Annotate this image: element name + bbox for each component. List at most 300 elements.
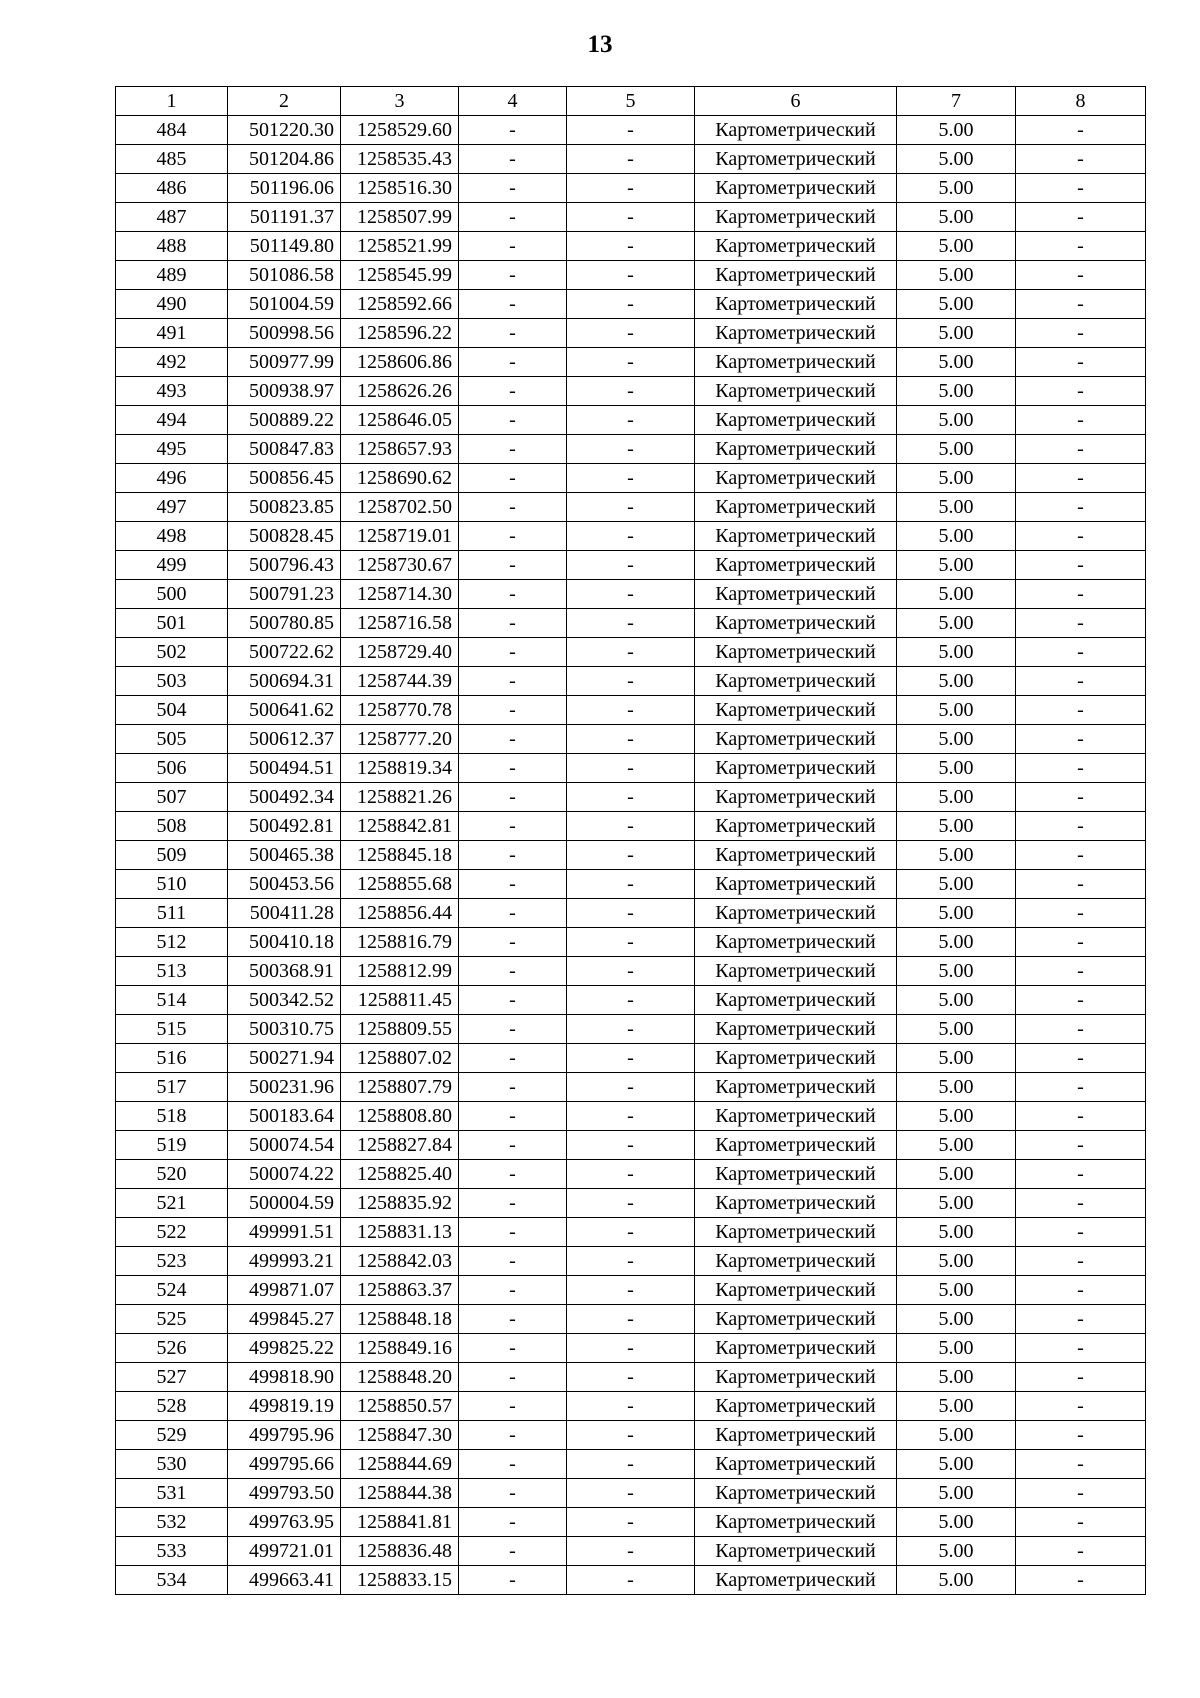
table-row: [116, 580, 1146, 609]
x-coordinate-cell: 499663.41: [228, 1566, 341, 1595]
col-8-cell: -: [1016, 754, 1146, 783]
y-coordinate-cell: 1258690.62: [341, 464, 459, 493]
y-coordinate-cell: 1258626.26: [341, 377, 459, 406]
col-8-cell: -: [1016, 1073, 1146, 1102]
point-number-cell: 515: [116, 1015, 228, 1044]
table-row: [116, 638, 1146, 667]
y-coordinate-cell: 1258714.30: [341, 580, 459, 609]
accuracy-cell: 5.00: [897, 638, 1016, 667]
table-row: [116, 1392, 1146, 1421]
col-4-cell: -: [459, 116, 567, 145]
col-5-cell: -: [567, 667, 695, 696]
column-header-6: 6: [695, 87, 897, 116]
accuracy-cell: 5.00: [897, 1421, 1016, 1450]
point-number-cell: 529: [116, 1421, 228, 1450]
y-coordinate-cell: 1258516.30: [341, 174, 459, 203]
point-number-cell: 512: [116, 928, 228, 957]
table-row: [116, 1566, 1146, 1595]
col-5-cell: -: [567, 174, 695, 203]
accuracy-cell: 5.00: [897, 1450, 1016, 1479]
column-header-5: 5: [567, 87, 695, 116]
point-number-cell: 524: [116, 1276, 228, 1305]
col-4-cell: -: [459, 377, 567, 406]
y-coordinate-cell: 1258821.26: [341, 783, 459, 812]
y-coordinate-cell: 1258809.55: [341, 1015, 459, 1044]
table-header-row: [116, 87, 1146, 116]
method-cell: Картометрический: [695, 1044, 897, 1073]
point-number-cell: 534: [116, 1566, 228, 1595]
table-row: [116, 1305, 1146, 1334]
accuracy-cell: 5.00: [897, 783, 1016, 812]
col-8-cell: -: [1016, 406, 1146, 435]
accuracy-cell: 5.00: [897, 841, 1016, 870]
table-row: [116, 1218, 1146, 1247]
col-5-cell: -: [567, 203, 695, 232]
col-5-cell: -: [567, 725, 695, 754]
table-row: [116, 290, 1146, 319]
col-8-cell: -: [1016, 812, 1146, 841]
point-number-cell: 485: [116, 145, 228, 174]
col-5-cell: -: [567, 812, 695, 841]
x-coordinate-cell: 499845.27: [228, 1305, 341, 1334]
accuracy-cell: 5.00: [897, 261, 1016, 290]
col-5-cell: -: [567, 319, 695, 348]
accuracy-cell: 5.00: [897, 1102, 1016, 1131]
y-coordinate-cell: 1258856.44: [341, 899, 459, 928]
col-5-cell: -: [567, 1247, 695, 1276]
method-cell: Картометрический: [695, 1566, 897, 1595]
method-cell: Картометрический: [695, 957, 897, 986]
col-4-cell: -: [459, 609, 567, 638]
accuracy-cell: 5.00: [897, 957, 1016, 986]
y-coordinate-cell: 1258529.60: [341, 116, 459, 145]
accuracy-cell: 5.00: [897, 1363, 1016, 1392]
x-coordinate-cell: 499795.66: [228, 1450, 341, 1479]
method-cell: Картометрический: [695, 261, 897, 290]
col-8-cell: -: [1016, 725, 1146, 754]
col-8-cell: -: [1016, 522, 1146, 551]
table-row: [116, 1508, 1146, 1537]
col-4-cell: -: [459, 522, 567, 551]
point-number-cell: 493: [116, 377, 228, 406]
method-cell: Картометрический: [695, 841, 897, 870]
method-cell: Картометрический: [695, 1450, 897, 1479]
col-8-cell: -: [1016, 174, 1146, 203]
accuracy-cell: 5.00: [897, 551, 1016, 580]
x-coordinate-cell: 501220.30: [228, 116, 341, 145]
point-number-cell: 486: [116, 174, 228, 203]
accuracy-cell: 5.00: [897, 1218, 1016, 1247]
col-4-cell: -: [459, 145, 567, 174]
col-4-cell: -: [459, 1102, 567, 1131]
method-cell: Картометрический: [695, 899, 897, 928]
x-coordinate-cell: 500342.52: [228, 986, 341, 1015]
y-coordinate-cell: 1258545.99: [341, 261, 459, 290]
col-4-cell: -: [459, 928, 567, 957]
col-5-cell: -: [567, 464, 695, 493]
col-8-cell: -: [1016, 1218, 1146, 1247]
x-coordinate-cell: 499763.95: [228, 1508, 341, 1537]
table-row: [116, 783, 1146, 812]
col-5-cell: -: [567, 232, 695, 261]
col-4-cell: -: [459, 696, 567, 725]
method-cell: Картометрический: [695, 290, 897, 319]
x-coordinate-cell: 501086.58: [228, 261, 341, 290]
col-5-cell: -: [567, 1479, 695, 1508]
col-5-cell: -: [567, 841, 695, 870]
table-row: [116, 986, 1146, 1015]
y-coordinate-cell: 1258646.05: [341, 406, 459, 435]
point-number-cell: 492: [116, 348, 228, 377]
method-cell: Картометрический: [695, 1247, 897, 1276]
y-coordinate-cell: 1258770.78: [341, 696, 459, 725]
method-cell: Картометрический: [695, 667, 897, 696]
point-number-cell: 525: [116, 1305, 228, 1334]
coordinates-table: [115, 86, 1146, 1595]
accuracy-cell: 5.00: [897, 1508, 1016, 1537]
col-4-cell: -: [459, 1247, 567, 1276]
col-4-cell: -: [459, 1189, 567, 1218]
point-number-cell: 521: [116, 1189, 228, 1218]
col-4-cell: -: [459, 725, 567, 754]
table-row: [116, 1276, 1146, 1305]
method-cell: Картометрический: [695, 1479, 897, 1508]
method-cell: Картометрический: [695, 319, 897, 348]
table-row: [116, 1102, 1146, 1131]
method-cell: Картометрический: [695, 435, 897, 464]
point-number-cell: 511: [116, 899, 228, 928]
x-coordinate-cell: 499819.19: [228, 1392, 341, 1421]
table-row: [116, 464, 1146, 493]
x-coordinate-cell: 499871.07: [228, 1276, 341, 1305]
col-5-cell: -: [567, 116, 695, 145]
col-8-cell: -: [1016, 1363, 1146, 1392]
col-5-cell: -: [567, 1566, 695, 1595]
col-8-cell: -: [1016, 1189, 1146, 1218]
col-8-cell: -: [1016, 1508, 1146, 1537]
table-row: [116, 348, 1146, 377]
point-number-cell: 491: [116, 319, 228, 348]
accuracy-cell: 5.00: [897, 464, 1016, 493]
col-4-cell: -: [459, 1015, 567, 1044]
page-number: 13: [587, 31, 613, 58]
col-4-cell: -: [459, 232, 567, 261]
method-cell: Картометрический: [695, 1160, 897, 1189]
point-number-cell: 502: [116, 638, 228, 667]
y-coordinate-cell: 1258521.99: [341, 232, 459, 261]
table-row: [116, 870, 1146, 899]
col-5-cell: -: [567, 1160, 695, 1189]
col-5-cell: -: [567, 580, 695, 609]
col-5-cell: -: [567, 1537, 695, 1566]
accuracy-cell: 5.00: [897, 1044, 1016, 1073]
y-coordinate-cell: 1258819.34: [341, 754, 459, 783]
method-cell: Картометрический: [695, 1305, 897, 1334]
method-cell: Картометрический: [695, 1131, 897, 1160]
y-coordinate-cell: 1258729.40: [341, 638, 459, 667]
point-number-cell: 503: [116, 667, 228, 696]
x-coordinate-cell: 500074.54: [228, 1131, 341, 1160]
method-cell: Картометрический: [695, 638, 897, 667]
y-coordinate-cell: 1258744.39: [341, 667, 459, 696]
point-number-cell: 531: [116, 1479, 228, 1508]
col-8-cell: -: [1016, 986, 1146, 1015]
y-coordinate-cell: 1258596.22: [341, 319, 459, 348]
method-cell: Картометрический: [695, 464, 897, 493]
table-row: [116, 1363, 1146, 1392]
col-5-cell: -: [567, 1450, 695, 1479]
point-number-cell: 496: [116, 464, 228, 493]
method-cell: Картометрический: [695, 928, 897, 957]
method-cell: Картометрический: [695, 580, 897, 609]
method-cell: Картометрический: [695, 1073, 897, 1102]
table-row: [116, 899, 1146, 928]
col-8-cell: -: [1016, 899, 1146, 928]
col-5-cell: -: [567, 1044, 695, 1073]
table-row: [116, 841, 1146, 870]
table-row: [116, 754, 1146, 783]
method-cell: Картометрический: [695, 1189, 897, 1218]
accuracy-cell: 5.00: [897, 1131, 1016, 1160]
y-coordinate-cell: 1258811.45: [341, 986, 459, 1015]
col-8-cell: -: [1016, 1276, 1146, 1305]
x-coordinate-cell: 501149.80: [228, 232, 341, 261]
accuracy-cell: 5.00: [897, 580, 1016, 609]
table-row: [116, 1073, 1146, 1102]
y-coordinate-cell: 1258841.81: [341, 1508, 459, 1537]
y-coordinate-cell: 1258657.93: [341, 435, 459, 464]
x-coordinate-cell: 499991.51: [228, 1218, 341, 1247]
x-coordinate-cell: 500998.56: [228, 319, 341, 348]
x-coordinate-cell: 501204.86: [228, 145, 341, 174]
table-row: [116, 145, 1146, 174]
accuracy-cell: 5.00: [897, 116, 1016, 145]
col-5-cell: -: [567, 696, 695, 725]
col-4-cell: -: [459, 435, 567, 464]
y-coordinate-cell: 1258507.99: [341, 203, 459, 232]
col-4-cell: -: [459, 580, 567, 609]
x-coordinate-cell: 500641.62: [228, 696, 341, 725]
col-5-cell: -: [567, 1421, 695, 1450]
table-row: [116, 1247, 1146, 1276]
y-coordinate-cell: 1258592.66: [341, 290, 459, 319]
table-body: [116, 116, 1146, 1595]
y-coordinate-cell: 1258842.03: [341, 1247, 459, 1276]
x-coordinate-cell: 500847.83: [228, 435, 341, 464]
y-coordinate-cell: 1258842.81: [341, 812, 459, 841]
col-5-cell: -: [567, 145, 695, 174]
col-8-cell: -: [1016, 464, 1146, 493]
col-8-cell: -: [1016, 1160, 1146, 1189]
table-row: [116, 493, 1146, 522]
col-4-cell: -: [459, 551, 567, 580]
accuracy-cell: 5.00: [897, 667, 1016, 696]
x-coordinate-cell: 500368.91: [228, 957, 341, 986]
point-number-cell: 518: [116, 1102, 228, 1131]
point-number-cell: 520: [116, 1160, 228, 1189]
x-coordinate-cell: 500780.85: [228, 609, 341, 638]
point-number-cell: 508: [116, 812, 228, 841]
accuracy-cell: 5.00: [897, 203, 1016, 232]
point-number-cell: 528: [116, 1392, 228, 1421]
y-coordinate-cell: 1258777.20: [341, 725, 459, 754]
table-row: [116, 609, 1146, 638]
table-row: [116, 406, 1146, 435]
method-cell: Картометрический: [695, 986, 897, 1015]
col-5-cell: -: [567, 957, 695, 986]
col-8-cell: -: [1016, 116, 1146, 145]
y-coordinate-cell: 1258848.20: [341, 1363, 459, 1392]
point-number-cell: 510: [116, 870, 228, 899]
method-cell: Картометрический: [695, 1218, 897, 1247]
col-5-cell: -: [567, 493, 695, 522]
col-8-cell: -: [1016, 493, 1146, 522]
point-number-cell: 530: [116, 1450, 228, 1479]
col-8-cell: -: [1016, 1479, 1146, 1508]
col-4-cell: -: [459, 899, 567, 928]
y-coordinate-cell: 1258855.68: [341, 870, 459, 899]
col-8-cell: -: [1016, 319, 1146, 348]
col-5-cell: -: [567, 522, 695, 551]
y-coordinate-cell: 1258831.13: [341, 1218, 459, 1247]
col-5-cell: -: [567, 986, 695, 1015]
accuracy-cell: 5.00: [897, 1189, 1016, 1218]
col-5-cell: -: [567, 1073, 695, 1102]
col-4-cell: -: [459, 1218, 567, 1247]
x-coordinate-cell: 500796.43: [228, 551, 341, 580]
method-cell: Картометрический: [695, 1537, 897, 1566]
table-row: [116, 116, 1146, 145]
x-coordinate-cell: 500231.96: [228, 1073, 341, 1102]
col-5-cell: -: [567, 1508, 695, 1537]
x-coordinate-cell: 500183.64: [228, 1102, 341, 1131]
accuracy-cell: 5.00: [897, 1566, 1016, 1595]
accuracy-cell: 5.00: [897, 725, 1016, 754]
accuracy-cell: 5.00: [897, 435, 1016, 464]
y-coordinate-cell: 1258716.58: [341, 609, 459, 638]
col-5-cell: -: [567, 1334, 695, 1363]
y-coordinate-cell: 1258836.48: [341, 1537, 459, 1566]
table-row: [116, 957, 1146, 986]
y-coordinate-cell: 1258844.69: [341, 1450, 459, 1479]
y-coordinate-cell: 1258807.79: [341, 1073, 459, 1102]
x-coordinate-cell: 500410.18: [228, 928, 341, 957]
point-number-cell: 494: [116, 406, 228, 435]
accuracy-cell: 5.00: [897, 1276, 1016, 1305]
col-4-cell: -: [459, 493, 567, 522]
accuracy-cell: 5.00: [897, 348, 1016, 377]
col-5-cell: -: [567, 1131, 695, 1160]
col-8-cell: -: [1016, 261, 1146, 290]
accuracy-cell: 5.00: [897, 145, 1016, 174]
method-cell: Картометрический: [695, 1102, 897, 1131]
x-coordinate-cell: 500889.22: [228, 406, 341, 435]
table-row: [116, 232, 1146, 261]
y-coordinate-cell: 1258847.30: [341, 1421, 459, 1450]
x-coordinate-cell: 501004.59: [228, 290, 341, 319]
col-8-cell: -: [1016, 696, 1146, 725]
point-number-cell: 522: [116, 1218, 228, 1247]
table-row: [116, 928, 1146, 957]
x-coordinate-cell: 500465.38: [228, 841, 341, 870]
col-4-cell: -: [459, 957, 567, 986]
col-4-cell: -: [459, 1450, 567, 1479]
column-header-8: 8: [1016, 87, 1146, 116]
x-coordinate-cell: 501191.37: [228, 203, 341, 232]
col-5-cell: -: [567, 870, 695, 899]
x-coordinate-cell: 500977.99: [228, 348, 341, 377]
col-8-cell: -: [1016, 1334, 1146, 1363]
x-coordinate-cell: 500828.45: [228, 522, 341, 551]
x-coordinate-cell: 500492.34: [228, 783, 341, 812]
col-5-cell: -: [567, 1276, 695, 1305]
col-5-cell: -: [567, 783, 695, 812]
col-5-cell: -: [567, 1189, 695, 1218]
x-coordinate-cell: 500074.22: [228, 1160, 341, 1189]
accuracy-cell: 5.00: [897, 754, 1016, 783]
point-number-cell: 527: [116, 1363, 228, 1392]
accuracy-cell: 5.00: [897, 899, 1016, 928]
accuracy-cell: 5.00: [897, 522, 1016, 551]
x-coordinate-cell: 500856.45: [228, 464, 341, 493]
col-4-cell: -: [459, 1160, 567, 1189]
method-cell: Картометрический: [695, 522, 897, 551]
table-row: [116, 377, 1146, 406]
method-cell: Картометрический: [695, 406, 897, 435]
col-8-cell: -: [1016, 928, 1146, 957]
x-coordinate-cell: 499793.50: [228, 1479, 341, 1508]
col-4-cell: -: [459, 406, 567, 435]
table-row: [116, 1450, 1146, 1479]
x-coordinate-cell: 499993.21: [228, 1247, 341, 1276]
point-number-cell: 513: [116, 957, 228, 986]
x-coordinate-cell: 500271.94: [228, 1044, 341, 1073]
col-8-cell: -: [1016, 290, 1146, 319]
y-coordinate-cell: 1258835.92: [341, 1189, 459, 1218]
table-row: [116, 1044, 1146, 1073]
col-8-cell: -: [1016, 1305, 1146, 1334]
y-coordinate-cell: 1258812.99: [341, 957, 459, 986]
col-5-cell: -: [567, 1392, 695, 1421]
point-number-cell: 532: [116, 1508, 228, 1537]
accuracy-cell: 5.00: [897, 870, 1016, 899]
col-4-cell: -: [459, 986, 567, 1015]
point-number-cell: 489: [116, 261, 228, 290]
col-5-cell: -: [567, 609, 695, 638]
col-5-cell: -: [567, 1102, 695, 1131]
accuracy-cell: 5.00: [897, 1015, 1016, 1044]
method-cell: Картометрический: [695, 725, 897, 754]
method-cell: Картометрический: [695, 1392, 897, 1421]
col-5-cell: -: [567, 348, 695, 377]
col-4-cell: -: [459, 1508, 567, 1537]
accuracy-cell: 5.00: [897, 609, 1016, 638]
method-cell: Картометрический: [695, 1421, 897, 1450]
col-8-cell: -: [1016, 870, 1146, 899]
y-coordinate-cell: 1258863.37: [341, 1276, 459, 1305]
col-4-cell: -: [459, 261, 567, 290]
point-number-cell: 517: [116, 1073, 228, 1102]
point-number-cell: 504: [116, 696, 228, 725]
col-8-cell: -: [1016, 957, 1146, 986]
accuracy-cell: 5.00: [897, 986, 1016, 1015]
col-5-cell: -: [567, 1363, 695, 1392]
x-coordinate-cell: 500694.31: [228, 667, 341, 696]
col-8-cell: -: [1016, 377, 1146, 406]
y-coordinate-cell: 1258844.38: [341, 1479, 459, 1508]
column-header-7: 7: [897, 87, 1016, 116]
point-number-cell: 514: [116, 986, 228, 1015]
